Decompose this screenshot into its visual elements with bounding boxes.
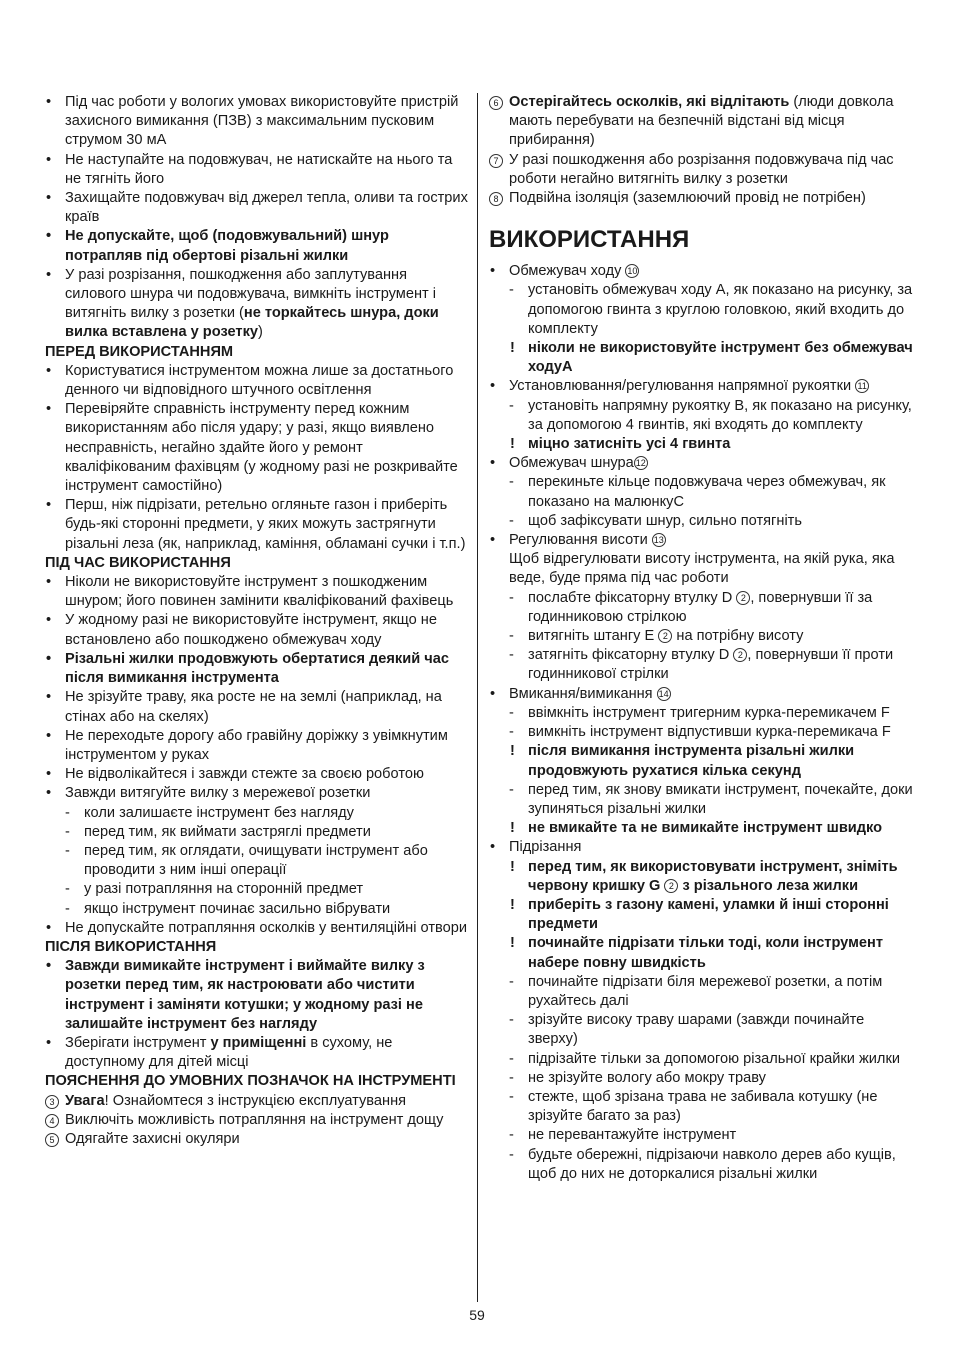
column-divider xyxy=(477,93,478,1302)
paragraph: Щоб відрегулювати висоту інструмента, на якій рука, яка веде, буде пряма під час роботи xyxy=(509,551,895,587)
sub-item: - перекиньте кільце подовжувача через обмежувач, як показано на малюнкуC xyxy=(489,473,914,511)
list-item: • Обмежувач ходу 10 xyxy=(489,262,914,281)
list-item: • Користуватися інструментом можна лише за достатнього денного чи відповідного штучного освітлення xyxy=(45,362,470,400)
sub-item: - не перевантажуйте інструмент xyxy=(489,1126,914,1145)
circled-number-icon: 3 xyxy=(45,1095,59,1109)
list-item: • Під час роботи у вологих умовах використовуйте пристрій захисного вимикання (ПЗВ) з максимальним пусковим струмом 30 мА xyxy=(45,93,470,151)
list-item: • Не наступайте на подовжувач, не натискайте на нього та не тягніть його xyxy=(45,151,470,189)
list-item: • Установлювання/регулювання напрямної рукоятки 11 xyxy=(489,377,914,396)
warning-item: ! перед тим, як використовувати інструмент, зніміть червону кришку G 2 з різального леза жилки xyxy=(489,858,914,896)
circled-number-icon: 7 xyxy=(489,154,503,168)
symbol-item: 7 У разі пошкодження або розрізання подовжувача під час роботи негайно витягніть вилку з розетки xyxy=(489,151,914,189)
list-item: • Вмикання/вимикання 14 xyxy=(489,685,914,704)
list-item: • Не допускайте, щоб (подовжувальний) шнур потрапляв під обертові різальні жилки xyxy=(45,227,470,265)
sub-item: - перед тим, як знову вмикати інструмент, почекайте, доки зупиняться різальні жилки xyxy=(489,781,914,819)
circled-number-icon: 2 xyxy=(736,591,750,605)
sub-item: - вимкніть інструмент відпустивши курка-перемикача F xyxy=(489,723,914,742)
section-heading: ПОЯСНЕННЯ ДО УМОВНИХ ПОЗНАЧОК НА ІНСТРУМЕНТІ xyxy=(45,1073,456,1090)
circled-number-icon: 2 xyxy=(733,648,747,662)
left-column xyxy=(45,93,470,1149)
circled-number-icon: 11 xyxy=(855,379,869,393)
warning-item: ! не вмикайте та не вимикайте інструмент швидко xyxy=(489,819,914,838)
warning-item: ! починайте підрізати тільки тоді, коли інструмент набере повну швидкість xyxy=(489,934,914,972)
sub-item: - установіть напрямну рукоятку B, як показано на рисунку, за допомогою 4 гвинтів, які входять до комплекту xyxy=(489,397,914,435)
list-item: • Різальні жилки продовжують обертатися деякий час після вимикання інструмента xyxy=(45,650,470,688)
list-item: • Підрізання xyxy=(489,838,914,857)
list-item: • Не переходьте дорогу або гравійну доріжку з увімкнутим інструментом у руках xyxy=(45,727,470,765)
circled-number-icon: 5 xyxy=(45,1133,59,1147)
warning-item: ! після вимикання інструмента різальні жилки продовжують рухатися кілька секунд xyxy=(489,742,914,780)
list-item: • Захищайте подовжувач від джерел тепла, оливи та гострих країв xyxy=(45,189,470,227)
sub-item: - починайте підрізати біля мережевої розетки, а потім рухайтесь далі xyxy=(489,973,914,1011)
sub-item: - перед тим, як оглядати, очищувати інструмент або проводити з ним інші операції xyxy=(45,842,470,880)
section-heading: ПЕРЕД ВИКОРИСТАННЯМ xyxy=(45,343,234,360)
circled-number-icon: 4 xyxy=(45,1114,59,1128)
warning-item: ! міцно затисніть усі 4 гвинта xyxy=(489,435,914,454)
warning-item: ! приберіть з газону камені, уламки й інші сторонні предмети xyxy=(489,896,914,934)
list-item: • У разі розрізання, пошкодження або заплутування силового шнура чи подовжувача, вимкніть інструмент і витягніть вилку з розетки (не торкайтесь шнура, доки вилка вставлена у розетку) xyxy=(45,266,470,343)
list-item: • Обмежувач шнура 12 xyxy=(489,454,914,473)
sub-item: - перед тим, як виймати застряглі предмети xyxy=(45,823,470,842)
sub-item: - зрізуйте високу траву шарами (завжди починайте зверху) xyxy=(489,1011,914,1049)
sub-item: - будьте обережні, підрізаючи навколо дерев або кущів, щоб до них не доторкалися різальні жилки xyxy=(489,1146,914,1184)
symbol-item: 4 Виключіть можливість потрапляння на інструмент дощу xyxy=(45,1111,470,1130)
sub-item: - щоб зафіксувати шнур, сильно потягніть xyxy=(489,512,914,531)
sub-item: - ввімкніть інструмент тригерним курка-перемикачем F xyxy=(489,704,914,723)
circled-number-icon: 12 xyxy=(635,458,646,469)
circled-number-icon: 10 xyxy=(627,266,638,277)
symbol-item: 8 Подвійна ізоляція (заземлюючий провід не потрібен) xyxy=(489,189,914,208)
sub-item: - не зрізуйте вологу або мокру траву xyxy=(489,1069,914,1088)
section-heading: ПІД ЧАС ВИКОРИСТАННЯ xyxy=(45,554,231,571)
sub-item: - якщо інструмент починає засильно вібрувати xyxy=(45,900,470,919)
circled-number-icon: 2 xyxy=(664,879,678,893)
sub-item: - послабте фіксаторну втулку D 2 , повернувши її за годинниковою стрілкою xyxy=(489,589,914,627)
page-number: 59 xyxy=(469,1307,485,1323)
sub-item: - коли залишаєте інструмент без нагляду xyxy=(45,804,470,823)
circled-number-icon: 2 xyxy=(658,629,672,643)
list-item: • У жодному разі не використовуйте інструмент, якщо не встановлено або пошкоджено обмежувач ходу xyxy=(45,611,470,649)
sub-item: - витягніть штангу E 2 на потрібну висоту xyxy=(489,627,914,646)
list-item: • Не допускайте потрапляння осколків у вентиляційні отвори xyxy=(45,919,470,938)
circled-number-icon: 8 xyxy=(489,192,503,206)
sub-item: - установіть обмежувач ходу A, як показано на рисунку, за допомогою гвинта з круглою головкою, який входить до комплекту xyxy=(489,281,914,339)
list-item: • Перш, ніж підрізати, ретельно огляньте газон і приберіть будь-які сторонні предмети, у яких можуть застрягнути різальні леза (як, наприклад, каміння, обламані сучки і т.п.) xyxy=(45,496,470,554)
list-item: • Не зрізуйте траву, яка росте не на землі (наприклад, на стінах або на скелях) xyxy=(45,688,470,726)
list-item: • Ніколи не використовуйте інструмент з пошкодженим шнуром; його повинен замінити кваліфікований фахівець xyxy=(45,573,470,611)
list-item: • Регулювання висоти 13 xyxy=(489,531,914,550)
symbol-item: 6 Остерігайтесь осколків, які відлітають (люди довкола мають перебувати на безпечній відстані від місця прибирання) xyxy=(489,93,914,151)
circled-number-icon: 14 xyxy=(658,688,669,699)
sub-item: - у разі потрапляння на сторонній предмет xyxy=(45,880,470,899)
sub-item: - стежте, щоб зрізана трава не забивала котушку (не зрізуйте багато за раз) xyxy=(489,1088,914,1126)
list-item: • Завжди вимикайте інструмент і виймайте вилку з розетки перед тим, як настроювати або чистити інструмент і заміняти котушки; у жодному разі не залишайте інструмент без нагляду xyxy=(45,957,470,1034)
list-item: • Зберігати інструмент у приміщенні в сухому, не доступному для дітей місці xyxy=(45,1034,470,1072)
sub-item: - затягніть фіксаторну втулку D 2 , повернувши її проти годинникової стрілки xyxy=(489,646,914,684)
list-item: • Не відволікайтеся і завжди стежте за своєю роботою xyxy=(45,765,470,784)
section-title: ВИКОРИСТАННЯ xyxy=(489,226,690,254)
list-item: • Завжди витягуйте вилку з мережевої розетки xyxy=(45,784,470,803)
symbol-item: 3 Увага! Ознайомтеся з інструкцією експлуатування xyxy=(45,1092,470,1111)
list-item: • Перевіряйте справність інструменту перед кожним використанням або після удару; у разі, якщо виявлено несправність, негайно здайте його у ремонт кваліфікованим фахівцям (у жодному разі не розкривайте інструмент самостійно) xyxy=(45,400,470,496)
sub-item: - підрізайте тільки за допомогою різальної крайки жилки xyxy=(489,1050,914,1069)
warning-item: ! ніколи не використовуйте інструмент без обмежувач ходуA xyxy=(489,339,914,377)
symbol-item: 5 Одягайте захисні окуляри xyxy=(45,1130,470,1149)
right-column xyxy=(489,93,914,1184)
section-heading: ПІСЛЯ ВИКОРИСТАННЯ xyxy=(45,938,217,955)
circled-number-icon: 6 xyxy=(489,96,503,110)
circled-number-icon: 13 xyxy=(653,535,664,546)
